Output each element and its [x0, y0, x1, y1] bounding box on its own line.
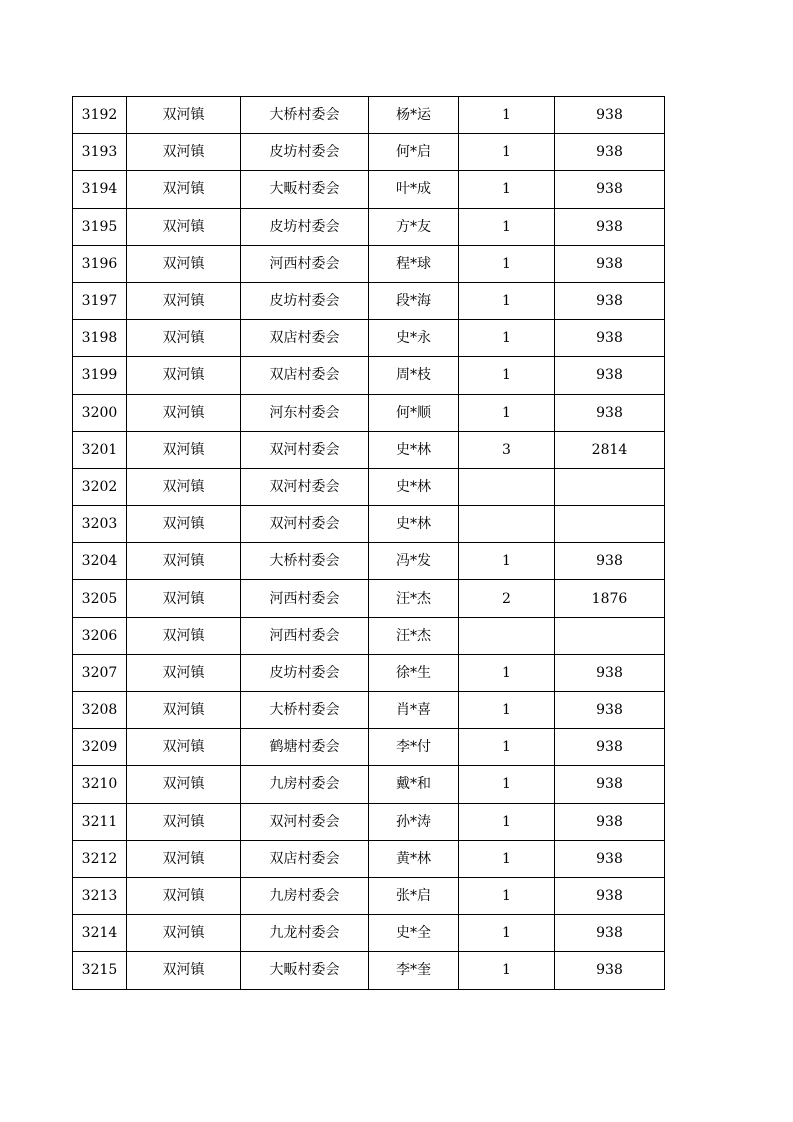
cell-town: 双河镇: [127, 506, 241, 543]
table-row: [73, 320, 665, 357]
cell-count: [459, 468, 555, 505]
cell-count: 1: [459, 803, 555, 840]
cell-serial-number: 3202: [73, 468, 127, 505]
cell-town: 双河镇: [127, 431, 241, 468]
cell-amount: 938: [555, 171, 665, 208]
table-row: [73, 877, 665, 914]
cell-count: 1: [459, 692, 555, 729]
cell-village-committee: 鹤塘村委会: [241, 729, 369, 766]
cell-person-name: 孙*涛: [369, 803, 459, 840]
cell-serial-number: 3200: [73, 394, 127, 431]
cell-town: 双河镇: [127, 543, 241, 580]
table-row: [73, 208, 665, 245]
table-row: [73, 171, 665, 208]
cell-town: 双河镇: [127, 97, 241, 134]
cell-count: 1: [459, 394, 555, 431]
cell-amount: 938: [555, 729, 665, 766]
cell-amount: 938: [555, 766, 665, 803]
cell-amount: 938: [555, 208, 665, 245]
cell-count: 3: [459, 431, 555, 468]
cell-village-committee: 双河村委会: [241, 468, 369, 505]
table-body: [73, 97, 665, 990]
table-row: [73, 766, 665, 803]
cell-count: 1: [459, 877, 555, 914]
cell-count: 1: [459, 357, 555, 394]
cell-serial-number: 3196: [73, 245, 127, 282]
cell-town: 双河镇: [127, 692, 241, 729]
cell-amount: 938: [555, 357, 665, 394]
table-row: [73, 617, 665, 654]
cell-serial-number: 3208: [73, 692, 127, 729]
cell-amount: 938: [555, 134, 665, 171]
cell-count: 2: [459, 580, 555, 617]
cell-village-committee: 大桥村委会: [241, 97, 369, 134]
cell-person-name: 肖*喜: [369, 692, 459, 729]
cell-town: 双河镇: [127, 952, 241, 989]
cell-count: 1: [459, 915, 555, 952]
cell-count: 1: [459, 543, 555, 580]
cell-town: 双河镇: [127, 320, 241, 357]
cell-serial-number: 3211: [73, 803, 127, 840]
cell-serial-number: 3214: [73, 915, 127, 952]
cell-person-name: 史*林: [369, 506, 459, 543]
cell-person-name: 汪*杰: [369, 617, 459, 654]
cell-amount: 938: [555, 915, 665, 952]
cell-village-committee: 皮坊村委会: [241, 134, 369, 171]
cell-serial-number: 3213: [73, 877, 127, 914]
cell-person-name: 段*海: [369, 282, 459, 319]
cell-village-committee: 皮坊村委会: [241, 208, 369, 245]
cell-village-committee: 河西村委会: [241, 580, 369, 617]
table-row: [73, 245, 665, 282]
cell-count: 1: [459, 245, 555, 282]
cell-person-name: 张*启: [369, 877, 459, 914]
cell-amount: [555, 468, 665, 505]
cell-person-name: 程*球: [369, 245, 459, 282]
cell-amount: 2814: [555, 431, 665, 468]
cell-count: 1: [459, 282, 555, 319]
table-row: [73, 394, 665, 431]
cell-amount: 1876: [555, 580, 665, 617]
cell-village-committee: 大桥村委会: [241, 692, 369, 729]
cell-serial-number: 3193: [73, 134, 127, 171]
cell-count: 1: [459, 952, 555, 989]
cell-village-committee: 双店村委会: [241, 320, 369, 357]
cell-serial-number: 3197: [73, 282, 127, 319]
cell-amount: 938: [555, 692, 665, 729]
cell-serial-number: 3194: [73, 171, 127, 208]
cell-serial-number: 3209: [73, 729, 127, 766]
cell-village-committee: 皮坊村委会: [241, 282, 369, 319]
table-row: [73, 357, 665, 394]
cell-amount: 938: [555, 97, 665, 134]
cell-village-committee: 河西村委会: [241, 617, 369, 654]
cell-person-name: 何*启: [369, 134, 459, 171]
table-row: [73, 803, 665, 840]
cell-person-name: 李*奎: [369, 952, 459, 989]
cell-person-name: 史*林: [369, 468, 459, 505]
cell-village-committee: 双店村委会: [241, 357, 369, 394]
cell-amount: [555, 617, 665, 654]
cell-village-committee: 双店村委会: [241, 840, 369, 877]
document-page: [72, 96, 665, 990]
cell-town: 双河镇: [127, 877, 241, 914]
cell-count: 1: [459, 840, 555, 877]
cell-town: 双河镇: [127, 729, 241, 766]
table-row: [73, 97, 665, 134]
cell-person-name: 叶*成: [369, 171, 459, 208]
cell-village-committee: 双河村委会: [241, 431, 369, 468]
cell-village-committee: 大畈村委会: [241, 171, 369, 208]
cell-amount: 938: [555, 803, 665, 840]
cell-village-committee: 河东村委会: [241, 394, 369, 431]
cell-amount: 938: [555, 245, 665, 282]
cell-person-name: 戴*和: [369, 766, 459, 803]
table-row: [73, 468, 665, 505]
cell-town: 双河镇: [127, 134, 241, 171]
cell-amount: 938: [555, 654, 665, 691]
cell-town: 双河镇: [127, 394, 241, 431]
cell-town: 双河镇: [127, 654, 241, 691]
cell-serial-number: 3206: [73, 617, 127, 654]
cell-count: 1: [459, 208, 555, 245]
cell-serial-number: 3205: [73, 580, 127, 617]
cell-town: 双河镇: [127, 468, 241, 505]
cell-count: 1: [459, 729, 555, 766]
cell-town: 双河镇: [127, 282, 241, 319]
cell-town: 双河镇: [127, 357, 241, 394]
cell-serial-number: 3212: [73, 840, 127, 877]
cell-amount: 938: [555, 394, 665, 431]
cell-town: 双河镇: [127, 766, 241, 803]
cell-amount: 938: [555, 543, 665, 580]
table-row: [73, 915, 665, 952]
cell-amount: 938: [555, 840, 665, 877]
cell-count: 1: [459, 654, 555, 691]
cell-town: 双河镇: [127, 208, 241, 245]
cell-person-name: 杨*运: [369, 97, 459, 134]
cell-town: 双河镇: [127, 617, 241, 654]
cell-person-name: 徐*生: [369, 654, 459, 691]
cell-person-name: 汪*杰: [369, 580, 459, 617]
cell-count: 1: [459, 97, 555, 134]
cell-person-name: 黄*林: [369, 840, 459, 877]
cell-town: 双河镇: [127, 803, 241, 840]
cell-serial-number: 3204: [73, 543, 127, 580]
table-row: [73, 654, 665, 691]
cell-village-committee: 河西村委会: [241, 245, 369, 282]
cell-village-committee: 九龙村委会: [241, 915, 369, 952]
cell-count: 1: [459, 134, 555, 171]
cell-village-committee: 双河村委会: [241, 506, 369, 543]
cell-serial-number: 3203: [73, 506, 127, 543]
cell-count: 1: [459, 320, 555, 357]
cell-count: [459, 506, 555, 543]
cell-town: 双河镇: [127, 580, 241, 617]
cell-town: 双河镇: [127, 840, 241, 877]
table-row: [73, 134, 665, 171]
cell-person-name: 李*付: [369, 729, 459, 766]
cell-village-committee: 皮坊村委会: [241, 654, 369, 691]
cell-serial-number: 3207: [73, 654, 127, 691]
table-row: [73, 952, 665, 989]
cell-town: 双河镇: [127, 245, 241, 282]
cell-amount: [555, 506, 665, 543]
cell-village-committee: 九房村委会: [241, 766, 369, 803]
cell-person-name: 史*永: [369, 320, 459, 357]
table-row: [73, 840, 665, 877]
cell-town: 双河镇: [127, 171, 241, 208]
table-row: [73, 282, 665, 319]
cell-serial-number: 3215: [73, 952, 127, 989]
table-row: [73, 580, 665, 617]
cell-village-committee: 大畈村委会: [241, 952, 369, 989]
cell-serial-number: 3201: [73, 431, 127, 468]
cell-person-name: 何*顺: [369, 394, 459, 431]
table-row: [73, 506, 665, 543]
cell-count: 1: [459, 766, 555, 803]
cell-village-committee: 双河村委会: [241, 803, 369, 840]
table-row: [73, 431, 665, 468]
cell-person-name: 周*枝: [369, 357, 459, 394]
table-row: [73, 729, 665, 766]
cell-person-name: 冯*发: [369, 543, 459, 580]
cell-amount: 938: [555, 952, 665, 989]
subsidy-table: [72, 96, 665, 990]
cell-serial-number: 3195: [73, 208, 127, 245]
cell-person-name: 方*友: [369, 208, 459, 245]
table-row: [73, 543, 665, 580]
cell-amount: 938: [555, 877, 665, 914]
cell-village-committee: 大桥村委会: [241, 543, 369, 580]
cell-serial-number: 3198: [73, 320, 127, 357]
cell-count: 1: [459, 171, 555, 208]
cell-town: 双河镇: [127, 915, 241, 952]
cell-count: [459, 617, 555, 654]
cell-person-name: 史*林: [369, 431, 459, 468]
table-row: [73, 692, 665, 729]
cell-serial-number: 3192: [73, 97, 127, 134]
cell-serial-number: 3199: [73, 357, 127, 394]
cell-amount: 938: [555, 320, 665, 357]
cell-amount: 938: [555, 282, 665, 319]
cell-village-committee: 九房村委会: [241, 877, 369, 914]
cell-person-name: 史*全: [369, 915, 459, 952]
cell-serial-number: 3210: [73, 766, 127, 803]
